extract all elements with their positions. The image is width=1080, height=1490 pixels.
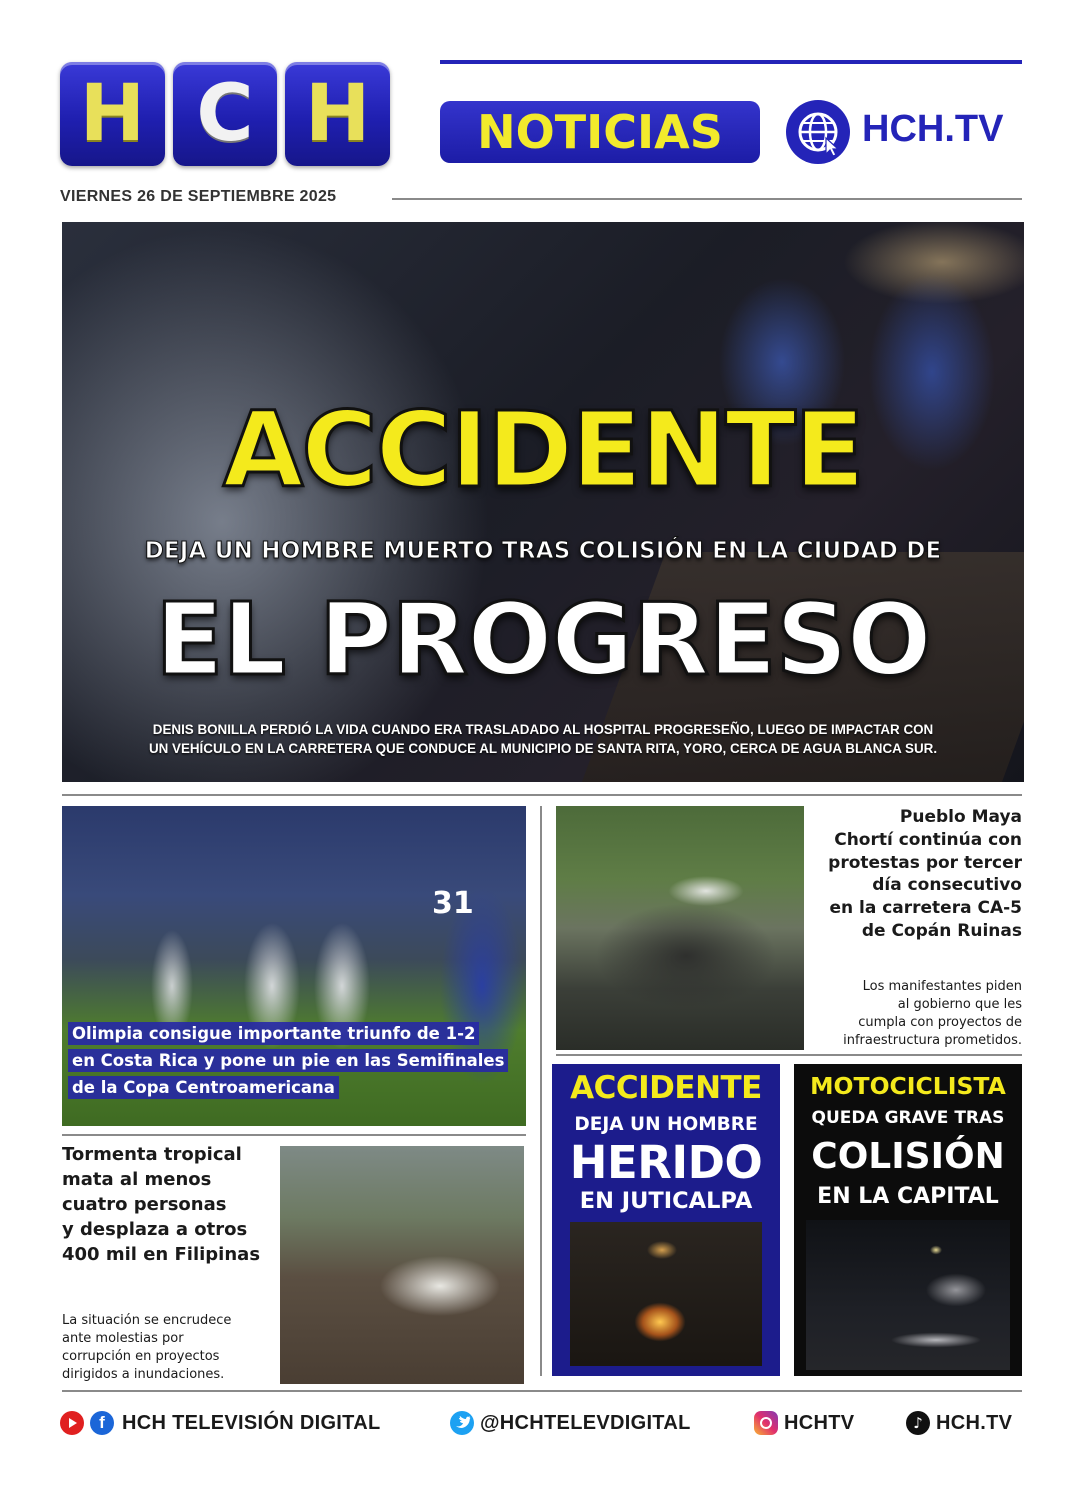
protest-summary — [808, 978, 1022, 1050]
box-line: DEJA UN HOMBRE — [574, 1114, 758, 1135]
summary-line: La situación se encrudece — [62, 1313, 232, 1328]
social-handle: HCHTV — [784, 1411, 855, 1434]
caption-line: Olimpia consigue importante triunfo de 1-2 — [68, 1022, 479, 1045]
hch-logo[interactable] — [60, 62, 390, 166]
box-line: COLISIÓN — [811, 1136, 1005, 1177]
accident-photo — [570, 1222, 762, 1366]
summary-line: infraestructura prometidos. — [843, 1033, 1022, 1048]
section-badge: NOTICIAS — [440, 101, 760, 163]
hero-summary-line: UN VEHÍCULO EN LA CARRETERA QUE CONDUCE AL MUNICIPIO DE SANTA RITA, YORO, CERCA DE AGUA BLANCA SUR. — [148, 741, 938, 756]
protest-headline[interactable] — [810, 806, 1022, 943]
jersey-number: 31 — [432, 886, 474, 921]
hero-photo[interactable] — [62, 222, 1024, 782]
box-line: QUEDA GRAVE TRAS — [811, 1108, 1005, 1128]
globe-icon[interactable] — [786, 100, 850, 164]
hero-place: EL PROGRESO — [155, 581, 931, 698]
social-tiktok[interactable] — [906, 1406, 1012, 1440]
headline-line: protestas por tercer — [828, 852, 1022, 873]
headline-line: 400 mil en Filipinas — [62, 1244, 261, 1265]
football-photo[interactable] — [62, 806, 526, 1126]
headline-line: Pueblo Maya — [899, 807, 1022, 827]
summary-line: dirigidos a inundaciones. — [62, 1367, 225, 1382]
box-kicker: ACCIDENTE — [570, 1070, 762, 1106]
football-caption — [68, 1020, 524, 1101]
site-domain[interactable]: HCH.TV — [862, 108, 1004, 150]
logo-letter-h2: H — [285, 62, 390, 166]
headline-line: día consecutivo — [872, 875, 1022, 896]
storm-photo[interactable] — [280, 1146, 524, 1384]
box-line: EN LA CAPITAL — [817, 1184, 999, 1209]
social-handle: HCH TELEVISIÓN DIGITAL — [122, 1411, 381, 1434]
caption-line: en Costa Rica y pone un pie en las Semifinales — [68, 1049, 508, 1072]
caption-line: de la Copa Centroamericana — [68, 1076, 339, 1099]
hero-rule — [62, 794, 1022, 796]
headline-line: Chortí continúa con — [834, 829, 1022, 850]
social-instagram[interactable] — [754, 1406, 854, 1440]
social-handle: @HCHTELEVDIGITAL — [480, 1411, 691, 1434]
headline-line: en la carretera CA-5 — [829, 898, 1022, 919]
summary-line: ante molestias por — [62, 1331, 184, 1346]
social-facebook-youtube[interactable] — [60, 1406, 380, 1440]
summary-line: corrupción en proyectos — [62, 1349, 220, 1364]
hero-summary-line: DENIS BONILLA PERDIÓ LA VIDA CUANDO ERA TRASLADADO AL HOSPITAL PROGRESEÑO, LUEGO DE IMPACTAR CON — [152, 722, 934, 737]
storm-headline[interactable] — [62, 1142, 278, 1267]
twitter-icon[interactable] — [450, 1411, 474, 1435]
issue-date: VIERNES 26 DE SEPTIEMBRE 2025 — [60, 188, 337, 205]
section-rule — [556, 1054, 1022, 1056]
box-line: HERIDO — [569, 1136, 763, 1189]
header-top-rule — [440, 60, 1022, 64]
protest-photo[interactable] — [556, 806, 804, 1050]
headline-line: mata al menos — [62, 1169, 212, 1190]
box-kicker: MOTOCICLISTA — [810, 1072, 1006, 1100]
tiktok-icon[interactable]: ♪ — [906, 1411, 930, 1435]
headline-line: y desplaza a otros — [62, 1219, 248, 1240]
storm-summary — [62, 1312, 278, 1384]
motociclista-box[interactable] — [794, 1064, 1022, 1376]
moto-photo — [806, 1220, 1010, 1370]
hero-summary — [82, 720, 1004, 758]
column-divider — [540, 806, 542, 1376]
hero-subtitle: DEJA UN HOMBRE MUERTO TRAS COLISIÓN EN LA CIUDAD DE — [144, 538, 942, 564]
instagram-icon[interactable] — [754, 1411, 778, 1435]
social-footer — [60, 1406, 1022, 1440]
headline-line: Tormenta tropical — [62, 1144, 242, 1165]
summary-line: Los manifestantes piden — [862, 979, 1022, 994]
logo-letter-c: C — [173, 62, 278, 166]
date-rule — [392, 198, 1022, 200]
logo-letter-h1: H — [60, 62, 165, 166]
summary-line: cumpla con proyectos de — [858, 1015, 1022, 1030]
social-twitter[interactable] — [450, 1406, 691, 1440]
social-handle: HCH.TV — [936, 1411, 1013, 1434]
box-line: EN JUTICALPA — [579, 1188, 753, 1214]
accident-juticalpa-box[interactable] — [552, 1064, 780, 1376]
footer-rule — [62, 1390, 1022, 1392]
hero-title: ACCIDENTE — [222, 389, 864, 511]
headline-line: de Copán Ruinas — [861, 920, 1022, 941]
summary-line: al gobierno que les — [897, 997, 1022, 1012]
facebook-icon[interactable]: f — [90, 1411, 114, 1435]
headline-line: cuatro personas — [62, 1194, 227, 1215]
section-rule — [62, 1134, 526, 1136]
youtube-icon[interactable] — [60, 1411, 84, 1435]
